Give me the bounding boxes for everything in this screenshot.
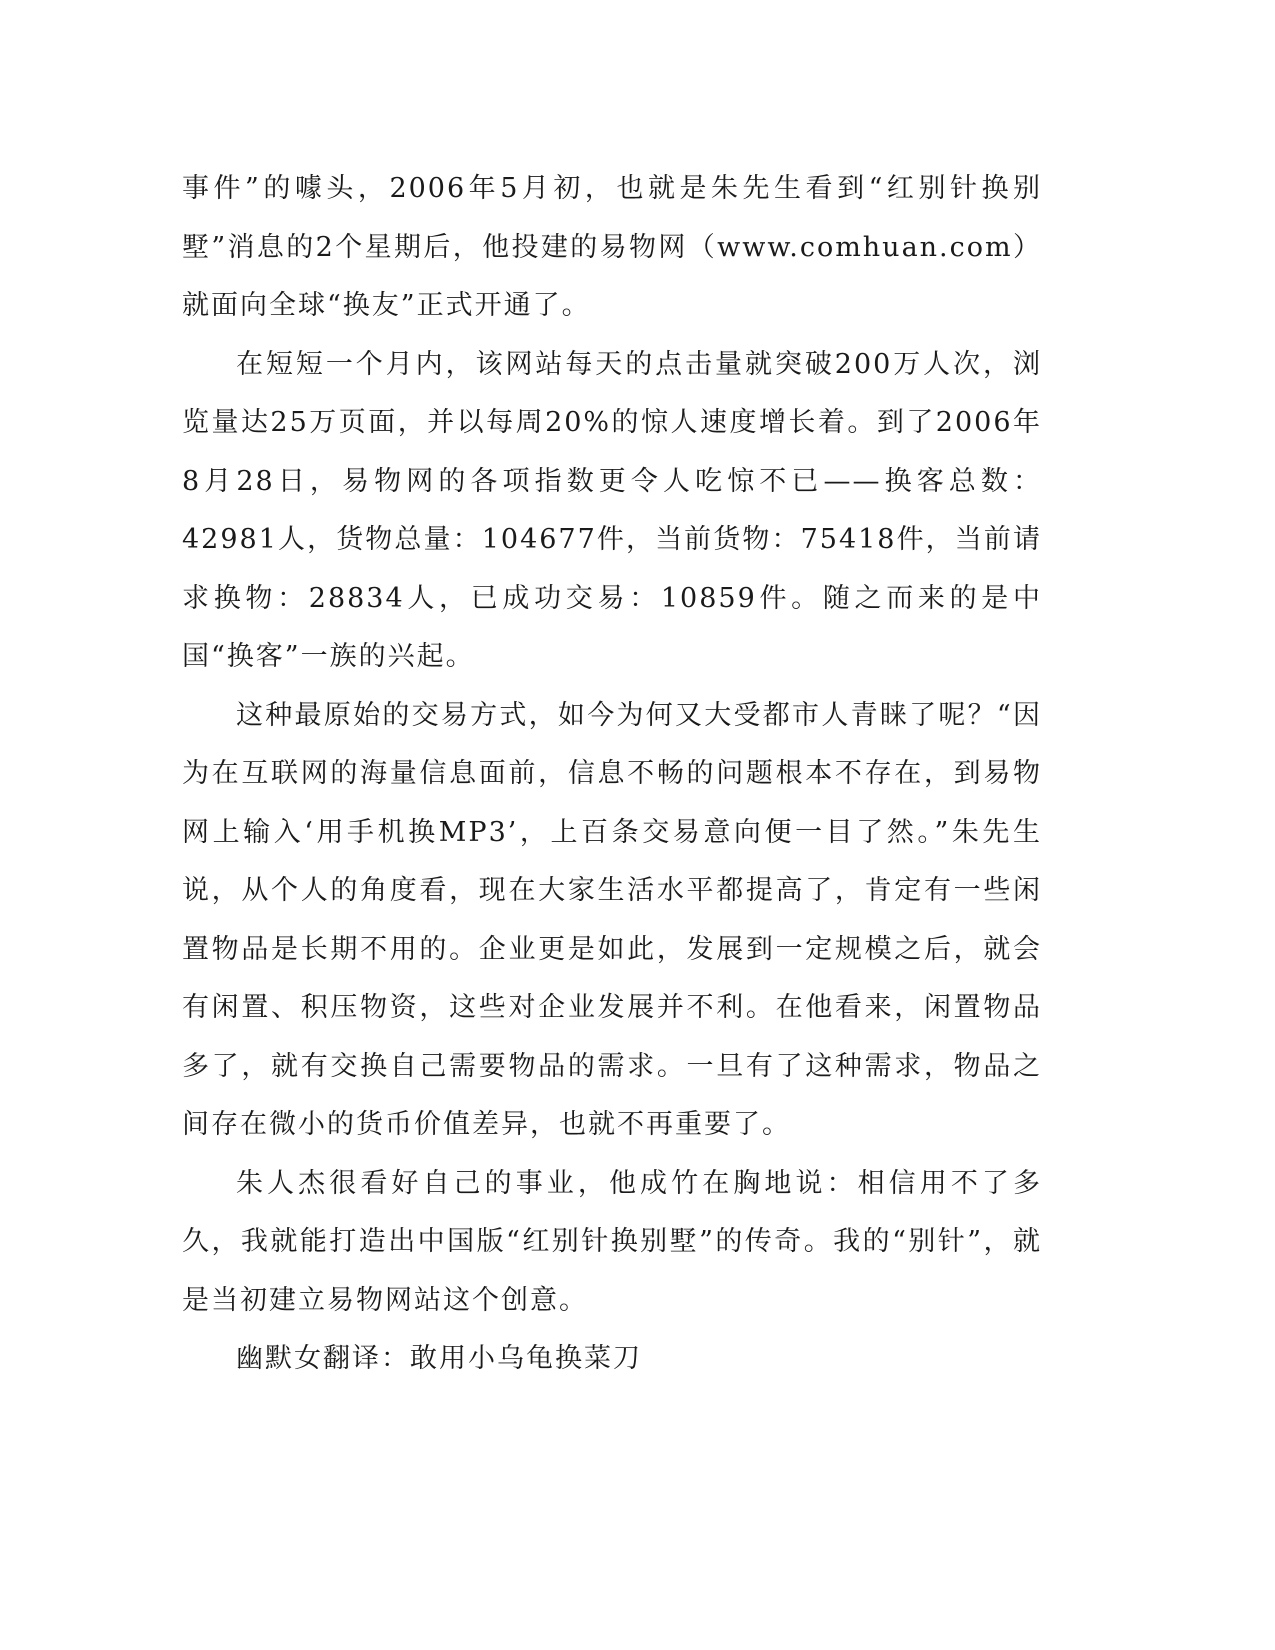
document-body: [182, 160, 1042, 1389]
section-heading: 幽默女翻译：敢用小乌龟换菜刀: [236, 1343, 642, 1374]
paragraph-1: 事件”的噱头，2006年5月初，也就是朱先生看到“红别针换别墅”消息的2个星期后，他投建的易物网（www.comhuan.com）就面向全球“换友”正式开通了。: [182, 173, 1042, 321]
paragraph-3: 这种最原始的交易方式，如今为何又大受都市人青睐了呢？“因为在互联网的海量信息面前，信息不畅的问题根本不存在，到易物网上输入‘用手机换MP3’，上百条交易意向便一目了然。”朱先生说，从个人的角度看，现在大家生活水平都提高了，肯定有一些闲置物品是长期不用的。企业更是如此，发展到一定规模之后，就会有闲置、积压物资，这些对企业发展并不利。在他看来，闲置物品多了，就有交换自己需要物品的需求。一旦有了这种需求，物品之间存在微小的货币价值差异，也就不再重要了。: [182, 699, 1042, 1140]
paragraph-2: 在短短一个月内，该网站每天的点击量就突破200万人次，浏览量达25万页面，并以每周20%的惊人速度增长着。到了2006年8月28日，易物网的各项指数更令人吃惊不已——换客总数：42981人，货物总量：104677件，当前货物：75418件，当前请求换物：28834人，已成功交易：10859件。随之而来的是中国“换客”一族的兴起。: [182, 348, 1042, 672]
paragraph-4: 朱人杰很看好自己的事业，他成竹在胸地说：相信用不了多久，我就能打造出中国版“红别针换别墅”的传奇。我的“别针”，就是当初建立易物网站这个创意。: [182, 1167, 1042, 1316]
